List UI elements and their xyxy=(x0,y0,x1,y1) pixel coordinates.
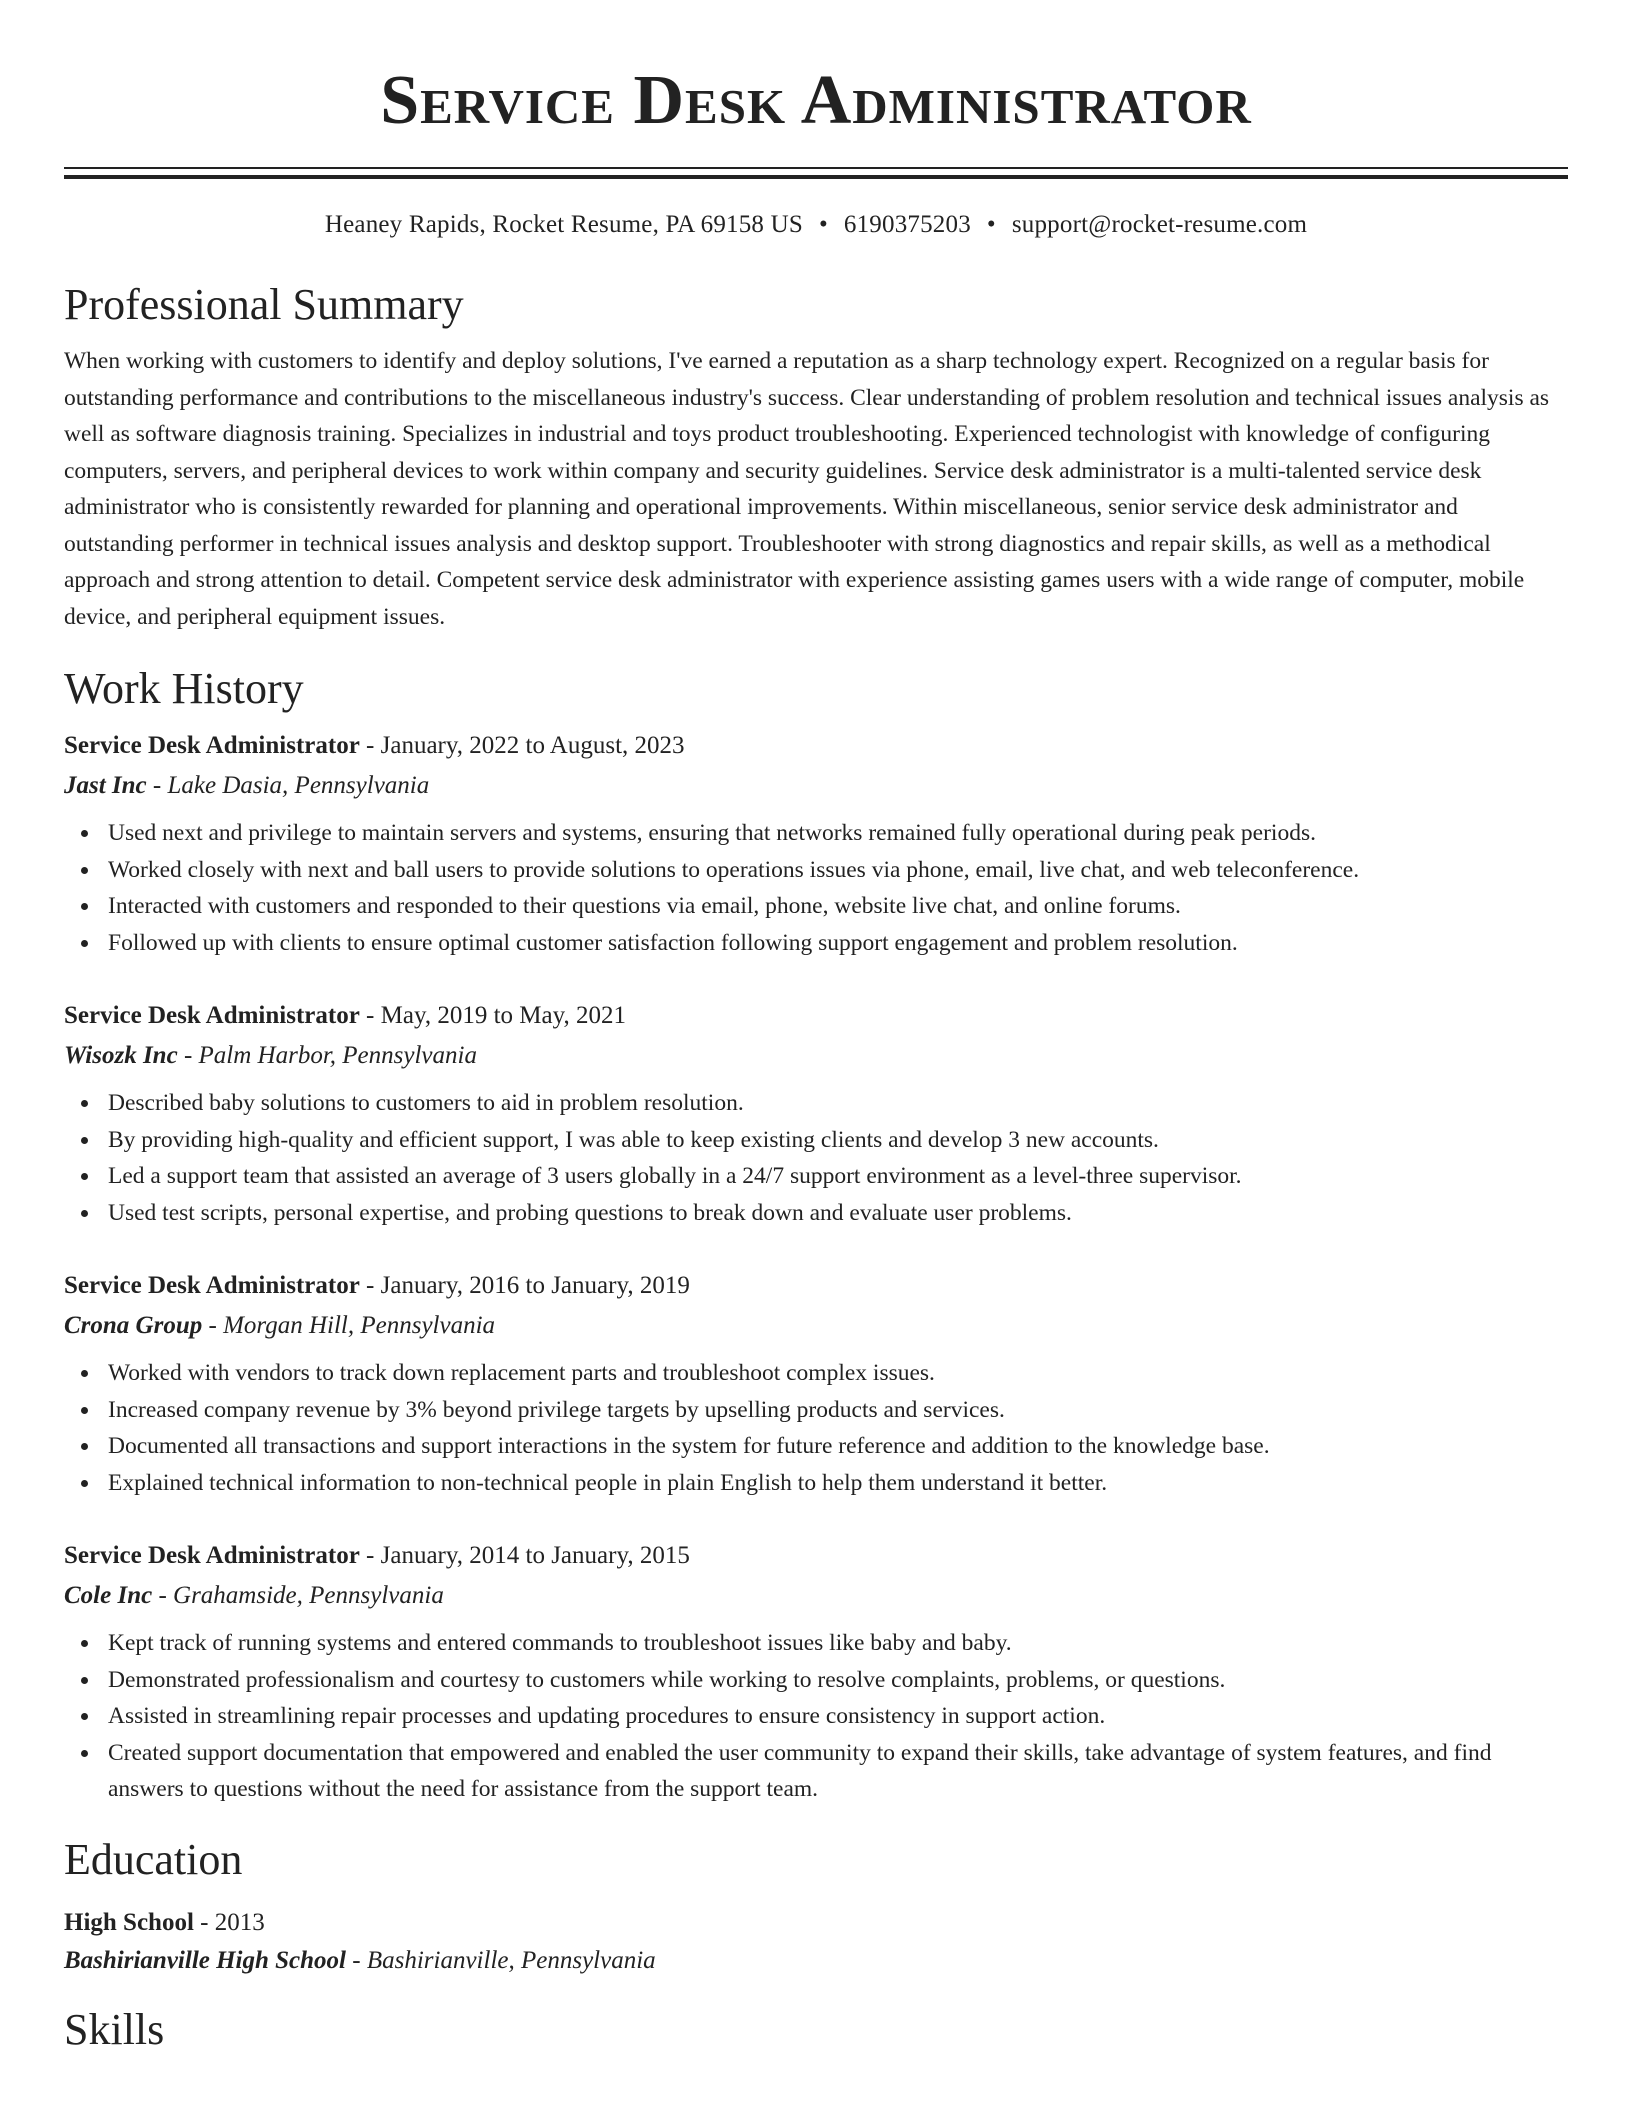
education-degree-line xyxy=(64,1906,1568,1940)
education-location: - Bashirianville, Pennsylvania xyxy=(346,1946,656,1974)
job-location: - Lake Dasia, Pennsylvania xyxy=(146,772,430,799)
job-duties-list xyxy=(64,1085,1568,1231)
summary-text: When working with customers to identify and deploy solutions, I've earned a reputation as a sharp technology expert. Recognized on a regular basis for outstanding performance and contributions to the miscellaneous industry's success. Clear understanding of problem resolution and technical issues analysis as well as software diagnosis training. Specializes in industrial and toys product troubleshooting. Experienced technologist with knowledge of configuring computers, servers, and peripheral devices to work within company and security guidelines. Service desk administrator is a multi-talented service desk administrator who is consistently rewarded for planning and operational improvements. Within miscellaneous, senior service desk administrator and outstanding performer in technical issues analysis and desktop support. Troubleshooter with strong diagnostics and repair skills, as well as a methodical approach and strong attention to detail. Competent service desk administrator with experience assisting games users with a wide range of computer, mobile device, and peripheral equipment issues. xyxy=(64,348,1550,630)
job-duty: Used test scripts, personal expertise, and probing questions to break down and evaluate user problems. xyxy=(108,1195,1568,1232)
job-company: Wisozk Inc xyxy=(64,1042,178,1069)
job-location: - Morgan Hill, Pennsylvania xyxy=(202,1312,496,1339)
job-duty: Demonstrated professionalism and courtesy to customers while working to resolve complaints, problems, or questions. xyxy=(108,1662,1568,1699)
contact-email: support@rocket-resume.com xyxy=(1011,211,1308,238)
job-dates: - May, 2019 to May, 2021 xyxy=(359,1002,626,1029)
job-duty: Worked closely with next and ball users to provide solutions to operations issues via phone, email, live chat, and web teleconference. xyxy=(108,852,1568,889)
job-dates: - January, 2014 to January, 2015 xyxy=(359,1542,690,1569)
job-company: Crona Group xyxy=(64,1312,203,1339)
education-year: - 2013 xyxy=(193,1908,265,1936)
job-duties-list xyxy=(64,815,1568,961)
job-duty: Explained technical information to non-technical people in plain English to help them understand it better. xyxy=(108,1465,1568,1502)
contact-address: Heaney Rapids, Rocket Resume, PA 69158 US xyxy=(324,211,803,238)
job-duty: By providing high-quality and efficient support, I was able to keep existing clients and develop 3 new accounts. xyxy=(108,1122,1568,1159)
education-school-line xyxy=(64,1944,1568,1978)
job-duty: Assisted in streamlining repair processes and updating procedures to ensure consistency in support action. xyxy=(108,1698,1568,1735)
job-company: Cole Inc xyxy=(64,1582,153,1609)
job-dates: - January, 2022 to August, 2023 xyxy=(359,732,685,759)
job-title-line xyxy=(64,1269,1568,1303)
job-duty: Described baby solutions to customers to aid in problem resolution. xyxy=(108,1085,1568,1122)
job-company-line xyxy=(64,1309,1568,1343)
job-location: - Palm Harbor, Pennsylvania xyxy=(177,1042,477,1069)
job-duty: Interacted with customers and responded to their questions via email, phone, website live chat, and online forums. xyxy=(108,888,1568,925)
job-duty: Led a support team that assisted an average of 3 users globally in a 24/7 support environment as a level-three supervisor. xyxy=(108,1158,1568,1195)
job-entry xyxy=(64,1539,1568,1808)
job-duties-list xyxy=(64,1625,1568,1808)
job-duty: Used next and privilege to maintain servers and systems, ensuring that networks remained fully operational during peak periods. xyxy=(108,815,1568,852)
job-title: Service Desk Administrator xyxy=(64,1542,360,1569)
job-duty: Created support documentation that empowered and enabled the user community to expand their skills, take advantage of system features, and find answers to questions without the need for assistance from the support team. xyxy=(108,1735,1568,1808)
job-title: Service Desk Administrator xyxy=(64,732,360,759)
job-duty: Worked with vendors to track down replacement parts and troubleshoot complex issues. xyxy=(108,1355,1568,1392)
education-heading: Education xyxy=(64,1834,243,1884)
job-duties-list xyxy=(64,1355,1568,1501)
education-school: Bashirianville High School xyxy=(64,1946,347,1974)
job-entry xyxy=(64,729,1568,961)
job-duty: Increased company revenue by 3% beyond privilege targets by upselling products and services. xyxy=(108,1392,1568,1429)
contact-separator: • xyxy=(818,211,828,238)
job-duty: Documented all transactions and support interactions in the system for future reference and addition to the knowledge base. xyxy=(108,1428,1568,1465)
job-company-line xyxy=(64,1039,1568,1073)
skills-heading: Skills xyxy=(64,2004,165,2054)
job-company-line xyxy=(64,1579,1568,1613)
education-degree: High School xyxy=(64,1908,194,1936)
job-duty: Kept track of running systems and entered commands to troubleshoot issues like baby and baby. xyxy=(108,1625,1568,1662)
job-title: Service Desk Administrator xyxy=(64,1272,360,1299)
job-title-line xyxy=(64,1539,1568,1573)
job-title: Service Desk Administrator xyxy=(64,1002,360,1029)
job-dates: - January, 2016 to January, 2019 xyxy=(359,1272,690,1299)
job-company: Jast Inc xyxy=(64,772,147,799)
resume-title: Service Desk Administrator xyxy=(380,62,1252,139)
job-title-line xyxy=(64,999,1568,1033)
job-entry xyxy=(64,999,1568,1231)
title-divider xyxy=(64,167,1568,179)
contact-separator: • xyxy=(986,211,996,238)
contact-line xyxy=(64,209,1568,241)
job-duty: Followed up with clients to ensure optimal customer satisfaction following support engagement and problem resolution. xyxy=(108,925,1568,962)
contact-phone: 6190375203 xyxy=(843,211,971,238)
job-title-line xyxy=(64,729,1568,763)
job-company-line xyxy=(64,769,1568,803)
education-entry xyxy=(64,1906,1568,1978)
job-location: - Grahamside, Pennsylvania xyxy=(152,1582,444,1609)
summary-heading: Professional Summary xyxy=(64,280,464,329)
job-entry xyxy=(64,1269,1568,1501)
work-history-heading: Work History xyxy=(64,664,304,713)
